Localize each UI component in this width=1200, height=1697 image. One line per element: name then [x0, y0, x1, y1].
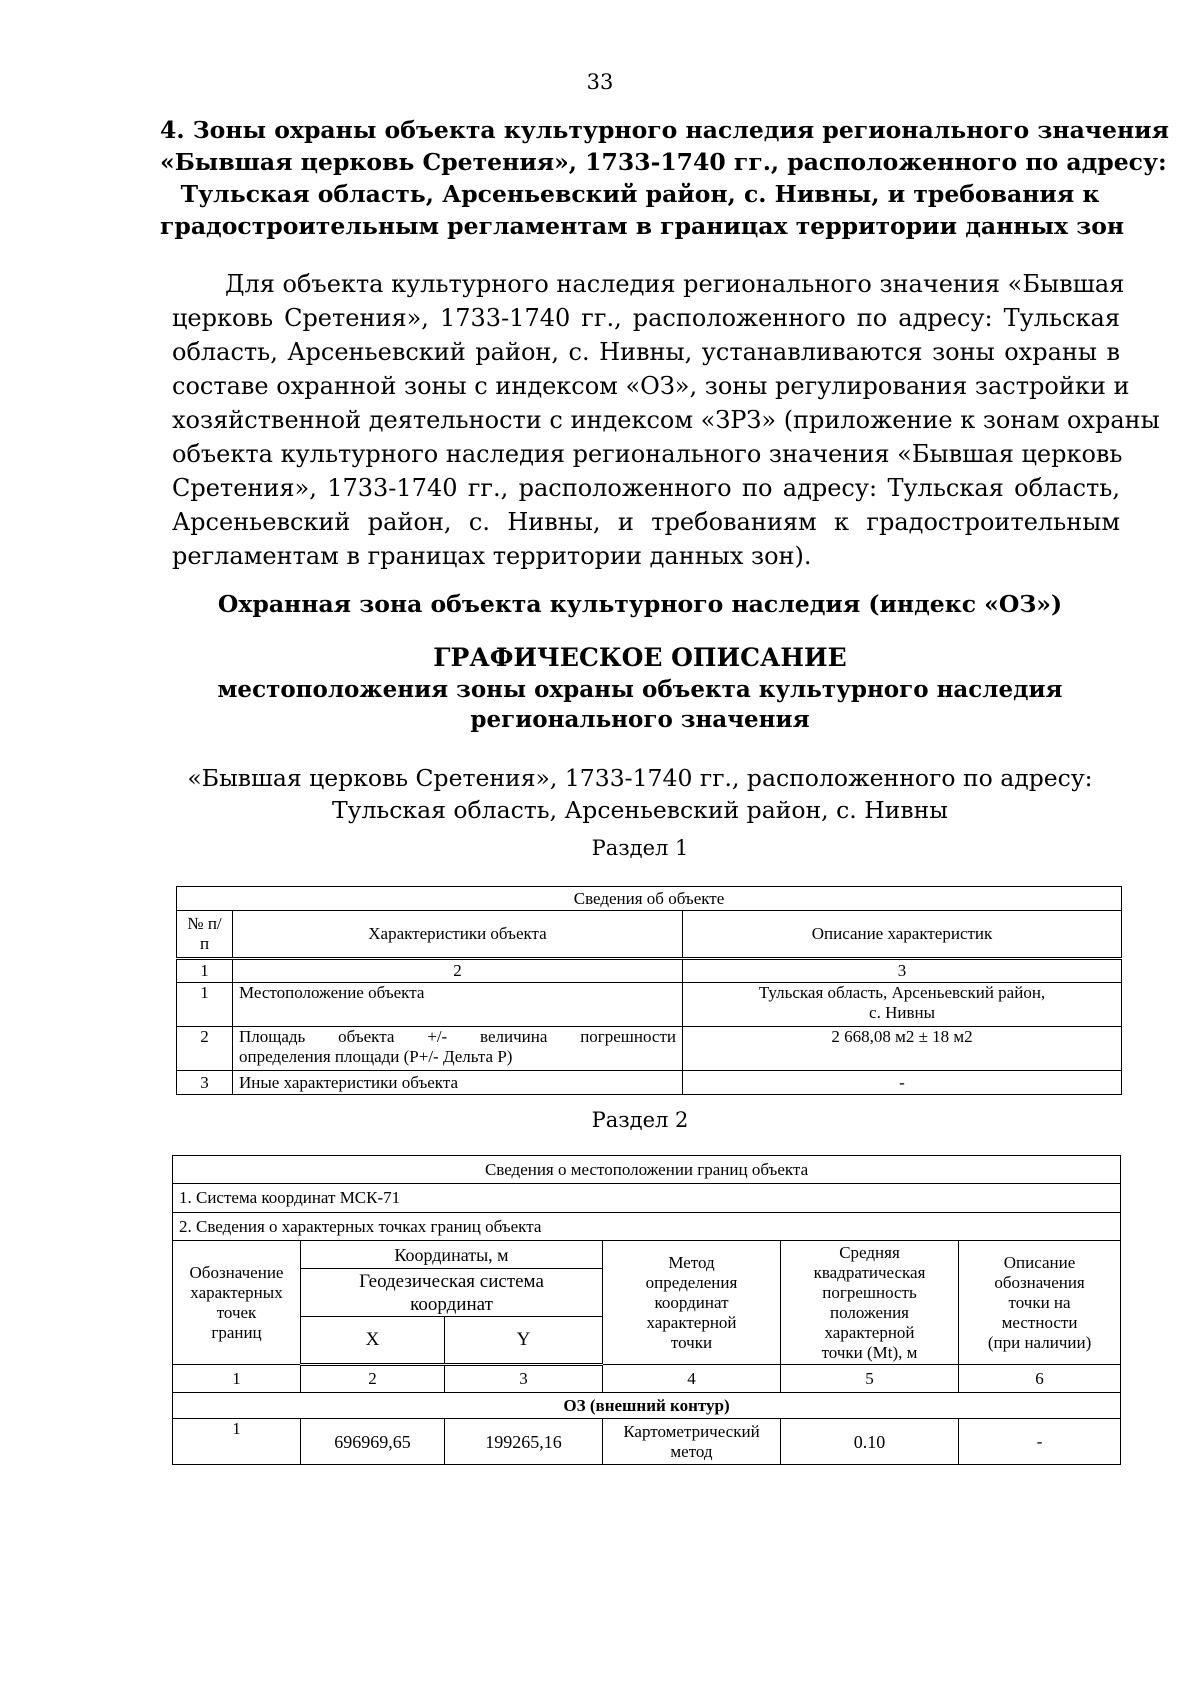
header-characteristics: Характеристики объекта [233, 911, 683, 959]
object-address: «Бывшая церковь Сретения», 1733-1740 гг., расположенного по адресу: [187, 764, 1093, 792]
header-line: положения [829, 1302, 909, 1322]
graphic-description-title: ГРАФИЧЕСКОЕ ОПИСАНИЕ [433, 643, 847, 672]
header-geodetic-system [301, 1269, 603, 1317]
paragraph-line: Сретения», 1733-1740 гг., расположенного по адресу: Тульская область, [172, 474, 1120, 502]
column-number: 2 [301, 1365, 445, 1393]
header-num: № п/п [177, 911, 233, 959]
column-number: 1 [173, 1365, 301, 1393]
header-point-description [959, 1241, 1121, 1365]
column-number: 6 [959, 1365, 1121, 1393]
section1-label: Раздел 1 [591, 836, 689, 860]
row-name-line: Площадь объекта +/- величина погрешности [239, 1027, 676, 1046]
row-name [233, 1027, 683, 1071]
point-method [603, 1419, 781, 1465]
heading-line: градостроительным регламентам в границах территории данных зон [160, 212, 1125, 240]
graphic-description-subtitle: местоположения зоны охраны объекта культурного наследия [217, 676, 1063, 703]
header-coordinates: Координаты, м [301, 1241, 603, 1269]
points-info: 2. Сведения о характерных точках границ объекта [173, 1213, 1121, 1241]
zone-title: Охранная зона объекта культурного наследия (индекс «ОЗ») [217, 590, 1063, 618]
row-name: Местоположение объекта [233, 983, 683, 1027]
header-line: погрешность [822, 1282, 917, 1302]
column-number: 2 [233, 959, 683, 983]
header-line: характерных [190, 1282, 283, 1302]
row-desc [683, 983, 1122, 1027]
header-line: Метод [668, 1252, 715, 1272]
point-id: 1 [173, 1419, 301, 1465]
row-name-line: определения площади (P+/- Дельта P) [239, 1047, 513, 1066]
header-line: квадратическая [813, 1262, 926, 1282]
heading-line: 4. Зоны охраны объекта культурного наследия регионального значения [160, 116, 1169, 144]
coordinate-system: 1. Система координат МСК-71 [173, 1184, 1121, 1213]
row-desc-line: Тульская область, Арсеньевский район, [758, 983, 1046, 1002]
column-number: 4 [603, 1365, 781, 1393]
header-line: точки (Mt), м [821, 1342, 918, 1362]
header-method [603, 1241, 781, 1365]
point-y: 199265,16 [445, 1419, 603, 1465]
table-row [173, 1419, 1121, 1465]
row-num: 1 [177, 983, 233, 1027]
header-line: границ [211, 1322, 262, 1342]
header-line: точки на [1008, 1292, 1071, 1312]
row-desc-line: с. Нивны [869, 1003, 935, 1022]
table-row [177, 1027, 1122, 1071]
header-line: характерной [646, 1312, 737, 1332]
header-line: точек [216, 1302, 257, 1322]
header-x: X [301, 1317, 445, 1365]
header-line: координат [410, 1293, 493, 1315]
paragraph-line: церковь Сретения», 1733-1740 гг., расположенного по адресу: Тульская [172, 304, 1120, 332]
contour-label: ОЗ (внешний контур) [173, 1393, 1121, 1419]
object-info-table [176, 886, 1122, 1095]
page-number: 33 [586, 70, 614, 94]
method-line: Картометрический [623, 1421, 760, 1441]
paragraph-line: регламентам в границах территории данных зон). [172, 542, 812, 570]
point-error: 0.10 [781, 1419, 959, 1465]
header-line: местности [1001, 1312, 1078, 1332]
table-caption: Сведения об объекте [177, 887, 1122, 911]
point-x: 696969,65 [301, 1419, 445, 1465]
method-line: метод [670, 1441, 713, 1461]
row-desc: 2 668,08 м2 ± 18 м2 [683, 1027, 1122, 1071]
section-heading [160, 114, 1169, 242]
heading-line: Тульская область, Арсеньевский район, с. Нивны, и требования к [180, 180, 1100, 208]
paragraph-line: хозяйственной деятельности с индексом «ЗРЗ» (приложение к зонам охраны [172, 406, 1160, 434]
object-address: Тульская область, Арсеньевский район, с. Нивны [332, 796, 948, 824]
header-line: обозначения [994, 1272, 1085, 1292]
paragraph-line: Для объекта культурного наследия регионального значения «Бывшая [225, 270, 1125, 298]
column-number: 3 [683, 959, 1122, 983]
row-name: Иные характеристики объекта [233, 1071, 683, 1095]
section2-label: Раздел 2 [591, 1108, 689, 1132]
heading-line: «Бывшая церковь Сретения», 1733-1740 гг., расположенного по адресу: [160, 148, 1167, 176]
graphic-description-subtitle: регионального значения [470, 706, 810, 733]
header-line: Обозначение [189, 1262, 284, 1282]
header-designation [173, 1241, 301, 1365]
header-error [781, 1241, 959, 1365]
header-line: Средняя [839, 1242, 900, 1262]
paragraph-line: составе охранной зоны с индексом «ОЗ», зоны регулирования застройки и [172, 372, 1130, 400]
column-number: 5 [781, 1365, 959, 1393]
header-line: точки [670, 1332, 713, 1352]
header-line: характерной [824, 1322, 915, 1342]
header-line: определения [645, 1272, 738, 1292]
row-num: 3 [177, 1071, 233, 1095]
row-num: 2 [177, 1027, 233, 1071]
table-caption: Сведения о местоположении границ объекта [173, 1156, 1121, 1184]
paragraph-line: Арсеньевский район, с. Нивны, и требованиям к градостроительным [172, 508, 1120, 536]
header-y: Y [445, 1317, 603, 1365]
column-number: 1 [177, 959, 233, 983]
point-description: - [959, 1419, 1121, 1465]
column-number: 3 [445, 1365, 603, 1393]
boundary-points-table [172, 1155, 1121, 1465]
table-row [177, 983, 1122, 1027]
header-line: координат [654, 1292, 729, 1312]
row-desc: - [683, 1071, 1122, 1095]
table-row [177, 1071, 1122, 1095]
paragraph-line: объекта культурного наследия регионального значения «Бывшая церковь [172, 440, 1123, 468]
header-description: Описание характеристик [683, 911, 1122, 959]
header-line: Описание [1003, 1252, 1076, 1272]
header-line: (при наличии) [987, 1332, 1092, 1352]
paragraph-line: область, Арсеньевский район, с. Нивны, устанавливаются зоны охраны в [172, 338, 1120, 366]
header-line: Геодезическая система [359, 1270, 544, 1292]
